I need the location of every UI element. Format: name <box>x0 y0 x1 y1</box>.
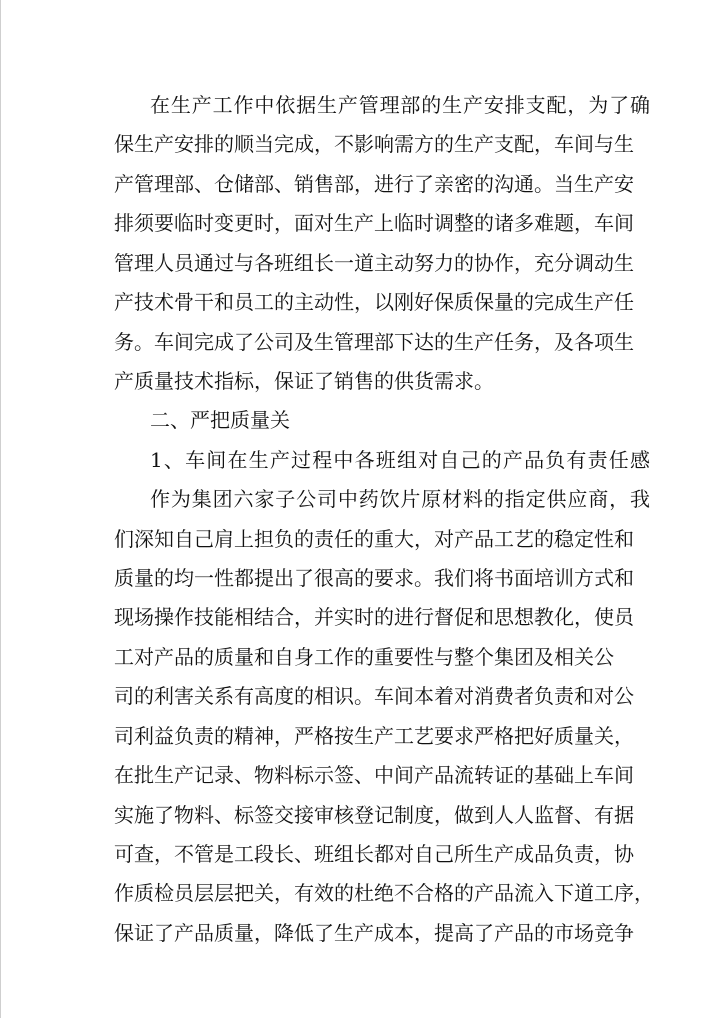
document-body <box>114 86 654 953</box>
section-heading: 二、严把质量关 <box>150 408 290 433</box>
paragraph-line: 工对产品的质量和自身工作的重要性与整个集团及相关公 <box>114 644 614 669</box>
paragraph-line: 产质量技术指标，保证了销售的供货需求。 <box>114 368 494 393</box>
paragraph-line: 产管理部、仓储部、销售部，进行了亲密的沟通。当生产安 <box>114 171 634 196</box>
paragraph-line: 排须要临时变更时，面对生产上临时调整的诸多难题，车间 <box>114 211 634 236</box>
paragraph-line: 质量的均一性都提出了很高的要求。我们将书面培训方式和 <box>114 566 634 591</box>
paragraph-line: 司利益负责的精神，严格按生产工艺要求严格把好质量关， <box>114 723 634 748</box>
paragraph-line: 管理人员通过与各班组长一道主动努力的协作，充分调动生 <box>114 250 634 275</box>
paragraph-line: 务。车间完成了公司及生管理部下达的生产任务，及各项生 <box>114 329 634 354</box>
subsection-heading: 1、车间在生产过程中各班组对自己的产品负有责任感 <box>150 447 650 472</box>
paragraph-line: 产技术骨干和员工的主动性，以刚好保质保量的完成生产任 <box>114 290 634 315</box>
paragraph-line: 们深知自己肩上担负的责任的重大，对产品工艺的稳定性和 <box>114 526 634 551</box>
paragraph-line: 保证了产品质量，降低了生产成本，提高了产品的市场竞争 <box>114 920 634 945</box>
paragraph-line: 作为集团六家子公司中药饮片原材料的指定供应商，我 <box>150 487 650 512</box>
paragraph-line: 作质检员层层把关，有效的杜绝不合格的产品流入下道工序， <box>114 881 654 906</box>
paragraph-line: 在生产工作中依据生产管理部的生产安排支配，为了确 <box>150 93 650 117</box>
paragraph-line: 在批生产记录、物料标示签、中间产品流转证的基础上车间 <box>114 763 634 788</box>
paragraph-line: 保生产安排的顺当完成，不影响需方的生产支配，车间与生 <box>114 132 634 157</box>
paragraph-line: 可查，不管是工段长、班组长都对自己所生产成品负责，协 <box>114 842 634 867</box>
paragraph-line: 司的利害关系有高度的相识。车间本着对消费者负责和对公 <box>114 684 634 709</box>
paragraph-line: 现场操作技能相结合，并实时的进行督促和思想教化，使员 <box>114 605 634 630</box>
paragraph-line: 实施了物料、标签交接审核登记制度，做到人人监督、有据 <box>114 802 634 827</box>
